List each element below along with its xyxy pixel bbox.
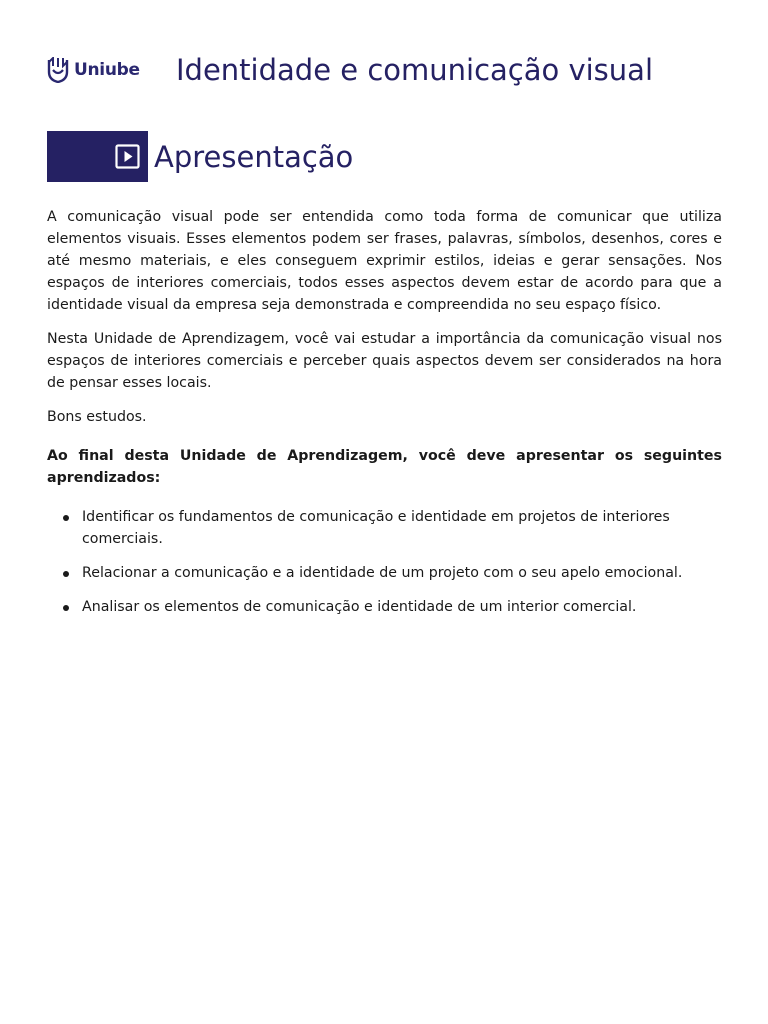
page-header	[47, 50, 737, 90]
section-heading	[47, 131, 353, 182]
presentation-content	[47, 206, 722, 630]
uniube-logo	[47, 55, 140, 85]
bullet-icon	[63, 571, 69, 577]
list-item	[47, 596, 722, 618]
document-title: Identidade e comunicação visual	[176, 53, 653, 87]
section-title: Apresentação	[154, 139, 354, 174]
objectives-intro: Ao final desta Unidade de Aprendizagem, você deve apresentar os seguintes aprendizados:	[47, 448, 722, 486]
list-item-text: Analisar os elementos de comunicação e identidade de um interior comercial.	[82, 599, 637, 615]
bullet-icon	[63, 605, 69, 611]
bullet-icon	[63, 515, 69, 521]
list-item-text: Relacionar a comunicação e a identidade de um projeto com o seu apelo emocional.	[82, 565, 683, 581]
uniube-crest-icon	[47, 57, 69, 83]
paragraph: A comunicação visual pode ser entendida como toda forma de comunicar que utiliza elementos visuais. Esses elementos podem ser frases, palavras, símbolos, desenhos, cores e até mesmo materiais, e eles conseguem exprimir estilos, ideias e gerar sensações. Nos espaços de interiores comerciais, todos esses aspectos devem estar de acordo para que a identidade visual da empresa seja demonstrada e compreendida no seu espaço físico.	[47, 209, 722, 313]
paragraph: Nesta Unidade de Aprendizagem, você vai estudar a importância da comunicação visual nos espaços de interiores comerciais e perceber quais aspectos devem ser considerados na hora de pensar esses locais.	[47, 331, 722, 391]
section-heading-bar	[47, 131, 148, 182]
list-item	[47, 562, 722, 584]
list-item-text: Identificar os fundamentos de comunicação e identidade em projetos de interiores comerciais.	[82, 509, 670, 547]
play-square-icon	[115, 144, 140, 169]
objectives-list	[47, 506, 722, 618]
logo-text: Uniube	[74, 60, 140, 80]
paragraph: Bons estudos.	[47, 409, 147, 425]
list-item	[47, 506, 722, 550]
